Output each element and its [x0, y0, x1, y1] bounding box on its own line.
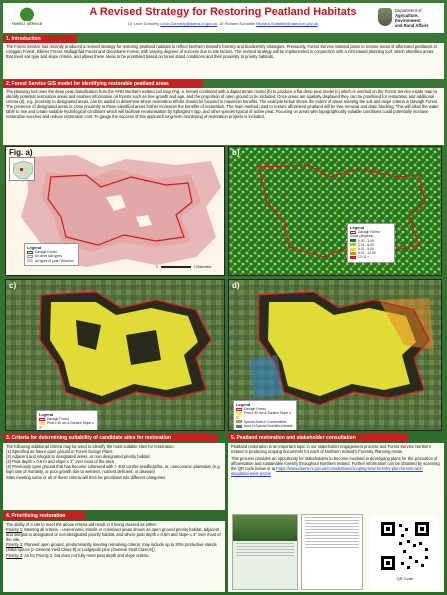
swatch-icon — [350, 252, 356, 255]
map-a-legend-label: All types of peat / Alluvium — [35, 258, 74, 263]
qr-code-icon[interactable] — [379, 520, 431, 572]
map-c-letter: c) — [9, 281, 17, 290]
map-a-scale-bar — [156, 265, 211, 269]
scale-bar-icon — [161, 266, 191, 268]
consultation-link[interactable]: https://www.daera-ni.gov.uk/consultations/scoping-new-forestry-plan-forests-and-woodland-west-tyrone — [231, 466, 423, 477]
map-b-legend — [347, 223, 395, 263]
daera-logo-text — [395, 8, 441, 28]
swatch-icon — [350, 256, 356, 259]
map-d-letter: d) — [232, 281, 240, 290]
map-c-flat-peat — [5, 279, 225, 431]
priority-3-text: : As for Priority 2, but does not fully meet peat depth and slope criteria. — [22, 552, 150, 558]
outline-swatch-icon — [27, 251, 33, 254]
consultation-p2 — [231, 456, 441, 476]
section-2-body: The planning tool uses the deep peat classification from the AFBI Northern Ireland soil map (Fig. a, below) combined with a digital terrain model (b) to produce a flat deep peat model (c) which is overlaid on the Forest Service estate map to identify potential restoration areas and enables information on forests such as tree growth and age, and the proportion of open ground to be included. Once areas are spatially displayed they can be prioritised for restoration and additional criteria (d), e.g. proximity to designated areas, can be added to determine where restoration efforts should be focused to maximise benefits. The example below shows the extent of areas meeting the soil and slope criteria in Davagh Forest. The presence of designated areas in close proximity to these identified areas further increases the benefits of restoration. The main method used to restore afforested peatland will be tree removal and drain blocking. This will allow the water table to rise and create suitable hydrological conditions which will facilitate recolonisation by Sphagnum spp. and other species typical of active peat. Focusing on areas with topographically suitable conditions could potentially increase restoration success and reduce restoration cost. To gauge the success of this approach long-term monitoring of restoration projects is included. — [3, 88, 444, 145]
priority-3 — [6, 553, 222, 558]
consultation-p1: Peatland restoration is an important topic in our stakeholder engagement process and Forest Service Northern Ireland is producing scoping documents for each of Northern Ireland's Forestry Planning Areas. — [231, 444, 432, 455]
priority-2-label: Priority 2 — [6, 542, 23, 548]
map-a-letter-text: a) — [25, 148, 33, 157]
qr-caption: QR Code — [396, 576, 414, 581]
swatch-icon — [39, 422, 45, 425]
tree-logo-icon — [19, 5, 35, 21]
swatch-icon — [236, 412, 242, 415]
email-link-1[interactable]: Leon.Donnelly@daera-ni.gov.uk — [160, 21, 218, 26]
priority-3-label: Priority 3 — [6, 552, 23, 558]
section-1-body: The Forest Service has recently produced a revised strategy for restoring peatland habitats to reflect Northern Ireland's forestry and biodiversity strategies. Previously, Forest Service initiated plans to restore areas of afforested peatlands in Creggan Forest, Killeter Forest, Mullaghfad Forest and Glenshane Forest, with varying degrees of success due to site factors. The revised strategy will be implemented in conjunction with a GIS-based planning tool, which identifies areas that meet soil type and slope criteria, and allows these areas to be prioritised based on forest stand conditions and their proximity to priority habitats. — [3, 43, 444, 79]
crest-icon — [378, 8, 392, 26]
map-a-letter — [9, 148, 33, 157]
map-a-legend — [24, 243, 79, 266]
map-d-legend-item — [236, 424, 294, 428]
daera-line-1: Department of — [395, 8, 422, 13]
authors-prefix: Dr Leon Donnelly — [128, 21, 161, 26]
map-b-legend-label: 6.01 - 9.00 — [358, 247, 374, 252]
map-d-legend-title: Legend — [236, 402, 251, 407]
criteria-line: The following additional criteria may be used to identify the most suitable sites for restoration: — [6, 444, 175, 449]
criteria-line: (3) Peat depth ≥ 0.5 m and slope ≤ 3° over most of the area — [6, 459, 114, 465]
map-a-soil — [5, 146, 225, 276]
map-b-legend-label: 0.00 - 3.00 — [358, 238, 374, 243]
criteria-line: (1) Specified as future open ground in Forest Design Plans — [6, 449, 113, 455]
email-link-2[interactable]: Richard.Schaible@daera-ni.gov.uk — [256, 21, 318, 26]
map-b-legend-label: 9.01 - 12.00 — [358, 251, 376, 256]
map-c-graphic — [6, 280, 225, 431]
map-d-designated — [228, 279, 442, 431]
map-d-legend — [233, 400, 297, 431]
map-b-legend-item — [350, 255, 392, 259]
authors-line — [63, 21, 383, 26]
map-b-legend-label: Davagh Forest — [358, 230, 380, 235]
scale-right: 2 Kilometers — [193, 265, 212, 269]
map-a-inset — [9, 157, 35, 181]
outline-swatch-icon — [236, 408, 242, 411]
section-1-heading: 1. Introduction — [3, 35, 77, 43]
section-2-heading: 2. Forest Service GIS model for identifying restorable peatland areas — [3, 80, 203, 88]
swatch-icon — [27, 259, 33, 262]
criteria-line: (4) Previously open ground that has become colonised with > 400 conifer seedlings/ha, or, uneconomic plantation (e.g. high rate of mortality, or poor growth due to wetness, nutrient deficient, or disease) — [6, 464, 221, 475]
map-d-legend-label: Davagh Forest — [244, 407, 266, 412]
map-d-legend-item — [236, 411, 294, 419]
ni-inset-map — [10, 158, 36, 182]
swatch-icon — [27, 255, 33, 258]
priority-1 — [6, 527, 222, 542]
map-a-legend-item — [27, 259, 76, 263]
scoping-doc-cover — [232, 514, 298, 590]
section-3-heading: 3. Criteria for determining suitability of candidate sites for restoration — [3, 434, 218, 442]
outline-swatch-icon — [39, 418, 45, 421]
section-3-body — [3, 443, 225, 510]
scoping-doc-page — [301, 514, 363, 590]
daera-logo — [378, 6, 440, 30]
doc-cover-image — [233, 515, 297, 541]
map-d-legend-label: Area of Special Scientific Interest — [244, 424, 293, 429]
priority-1-label: Priority 1 — [6, 527, 23, 533]
map-d-legend-label: Peat ≥ 50 cm & Surface Slope ≤ 3° — [236, 411, 291, 420]
section-4-heading: 4. Prioritising restoration — [3, 512, 85, 520]
map-b-slope — [228, 146, 442, 276]
criteria-line: Sites meeting some or all of these criteria will then be prioritised into different categories. — [6, 474, 167, 480]
map-b-legend-label: 3.01 - 6.00 — [358, 242, 374, 247]
scale-left: 0 — [156, 265, 158, 269]
map-c-legend-label: Peat ≥ 50 cm & Surface Slope ≤ 3° — [39, 421, 94, 430]
daera-line-3: and Rural Affairs — [395, 23, 429, 28]
map-c-legend-title: Legend — [39, 412, 54, 417]
forest-service-logo — [7, 5, 47, 31]
map-d-legend-label: Special Area of Conservation — [244, 419, 287, 424]
map-b-legend-label: 12.01 + — [358, 255, 370, 260]
swatch-icon — [350, 248, 356, 251]
map-a-legend-label: All other soil types — [35, 254, 62, 259]
authors-mid: , Dr Richard Schaible — [217, 21, 257, 26]
map-b-legend-title: Legend — [350, 225, 365, 230]
map-b-letter: b) — [232, 148, 240, 157]
map-c-legend — [36, 410, 98, 431]
section-5-heading: 5. Peatland restoration and stakeholder consultation — [228, 434, 408, 442]
priority-2-text: : Planned open ground, predominantly meeting remaining criteria; may include up to 30% productive stands (Sitka spruce [≥ General Yield Class 8] or Lodgepole pine (General Yield Class 6)). — [6, 542, 217, 553]
priority-2 — [6, 542, 222, 552]
criteria-line: (2) Adjacent and integral to designated areas, or non-designated priority habitat — [6, 454, 150, 460]
swatch-icon — [350, 239, 356, 242]
swatch-icon — [236, 425, 242, 428]
section-4-body — [3, 521, 225, 592]
consultation-p2-text: This process provides an opportunity for stakeholders to become involved in developing plans for the promotion of afforestation and sustainable forestry throughout Northern Ireland. Further information can be obtained by scanning the QR code below or at — [231, 456, 440, 472]
map-c-legend-item — [39, 421, 95, 429]
poster-title: A Revised Strategy for Restoring Peatland Habitats — [89, 6, 357, 18]
map-b-graphic — [229, 147, 442, 276]
poster-header — [3, 3, 444, 33]
daera-line-2: Agriculture, Environment — [395, 13, 421, 23]
map-a-legend-title: Legend — [27, 245, 42, 250]
outline-swatch-icon — [350, 231, 356, 234]
forest-service-logo-text: FOREST SERVICE — [11, 22, 43, 26]
swatch-icon — [350, 243, 356, 246]
map-a-legend-label: Davagh Forest — [35, 250, 57, 255]
priority-1-text: : Meeting all criteria – uneconomic stands or colonised areas shown as open ground priority habitat, adjacent and integral to designated or non-designated priority habitat, and where peat depth ≥ 0.5m and slope ≤ 3° over most of the site. — [6, 527, 221, 543]
prioritising-intro: The ability of a site to meet the above criteria will result in it being classed as either: — [6, 522, 158, 527]
map-a-fig-label: Fig. — [9, 148, 24, 157]
swatch-icon — [236, 420, 242, 423]
map-c-legend-label: Davagh Forest — [47, 417, 69, 422]
qr-code-panel — [370, 516, 440, 590]
map-b-legend-subtitle: Slope (degrees) — [350, 234, 374, 239]
